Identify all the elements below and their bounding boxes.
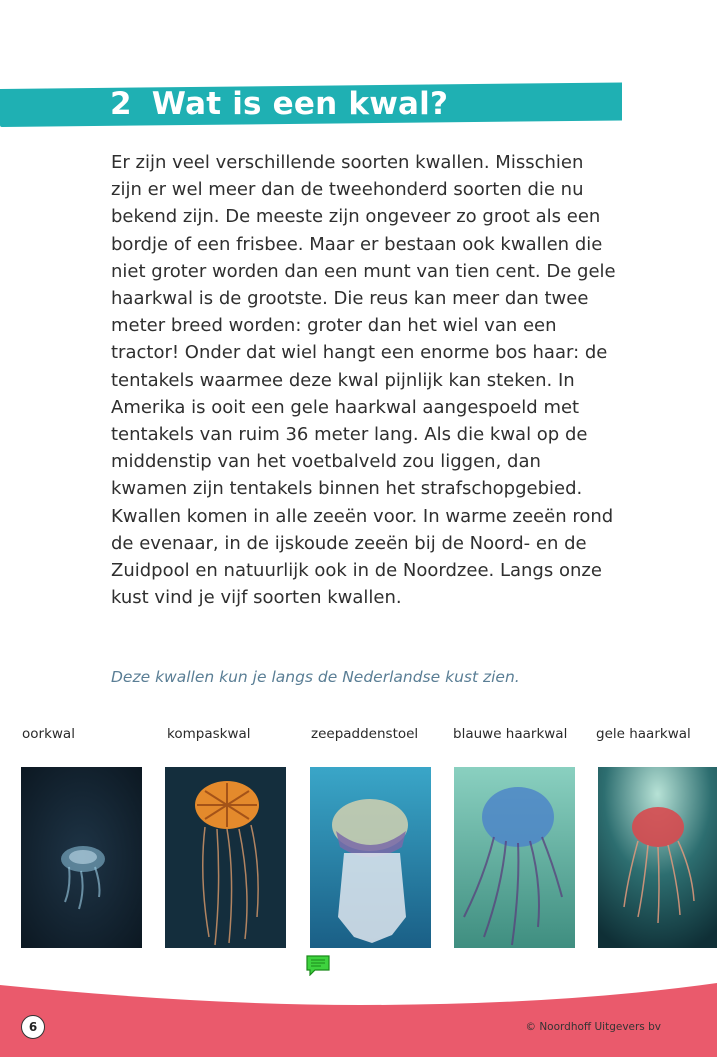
jellyfish-label: gele haarkwal [596, 726, 691, 742]
comment-icon[interactable] [305, 954, 331, 976]
jellyfish-label: kompaskwal [167, 726, 251, 742]
jellyfish-label: oorkwal [22, 726, 75, 742]
jellyfish-oorkwal [22, 726, 75, 746]
photo-caption: Deze kwallen kun je langs de Nederlandse kust zien. [111, 668, 520, 686]
page-number: 6 [21, 1015, 45, 1039]
jellyfish-label: zeepaddenstoel [311, 726, 419, 742]
jellyfish-label: blauwe haarkwal [453, 726, 568, 742]
jellyfish-blauwe-haarkwal [453, 726, 567, 746]
jellyfish-kompaskwal [167, 726, 251, 746]
body-text [111, 149, 616, 611]
footer-band [0, 975, 717, 1057]
chapter-title: Wat is een kwal? [151, 86, 449, 122]
gele-haarkwal-photo [598, 767, 717, 948]
zeepaddenstoel-photo [310, 767, 431, 948]
paragraph-1: Er zijn veel verschillende soorten kwallen. Misschien zijn er wel meer dan de tweehonderd soorten die nu bekend zijn. De meeste zijn ongeveer zo groot als een bordje of een frisbee. Maar er bestaan ook kwallen die niet groter worden dan een munt van tien cent. De gele haarkwal is de grootste. Die reus kan meer dan twee meter breed worden: groter dan het wiel van een tractor! Onder dat wiel hangt een enorme bos haar: de tentakels waarmee deze kwal pijnlijk kan steken. In Amerika is ooit een gele haarkwal aangespoeld met tentakels van ruim 36 meter lang. Als die kwal op de middenstip van het voetbalveld zou liggen, dan kwamen zijn tentakels binnen het strafschopgebied. [111, 152, 616, 500]
oorkwal-photo [21, 767, 142, 948]
blauwe-haarkwal-photo [454, 767, 575, 948]
page-title [110, 86, 448, 122]
jellyfish-gele-haarkwal [596, 726, 691, 746]
jellyfish-zeepaddenstoel [311, 726, 418, 746]
copyright: © Noordhoff Uitgevers bv [525, 1021, 661, 1033]
kompaskwal-photo [165, 767, 286, 948]
paragraph-2: Kwallen komen in alle zeeën voor. In warme zeeën rond de evenaar, in de ijskoude zeeën bij de Noord- en de Zuidpool en natuurlijk ook in de Noordzee. Langs onze kust vind je vijf soorten kwallen. [111, 505, 614, 609]
chapter-number: 2 [110, 86, 132, 122]
